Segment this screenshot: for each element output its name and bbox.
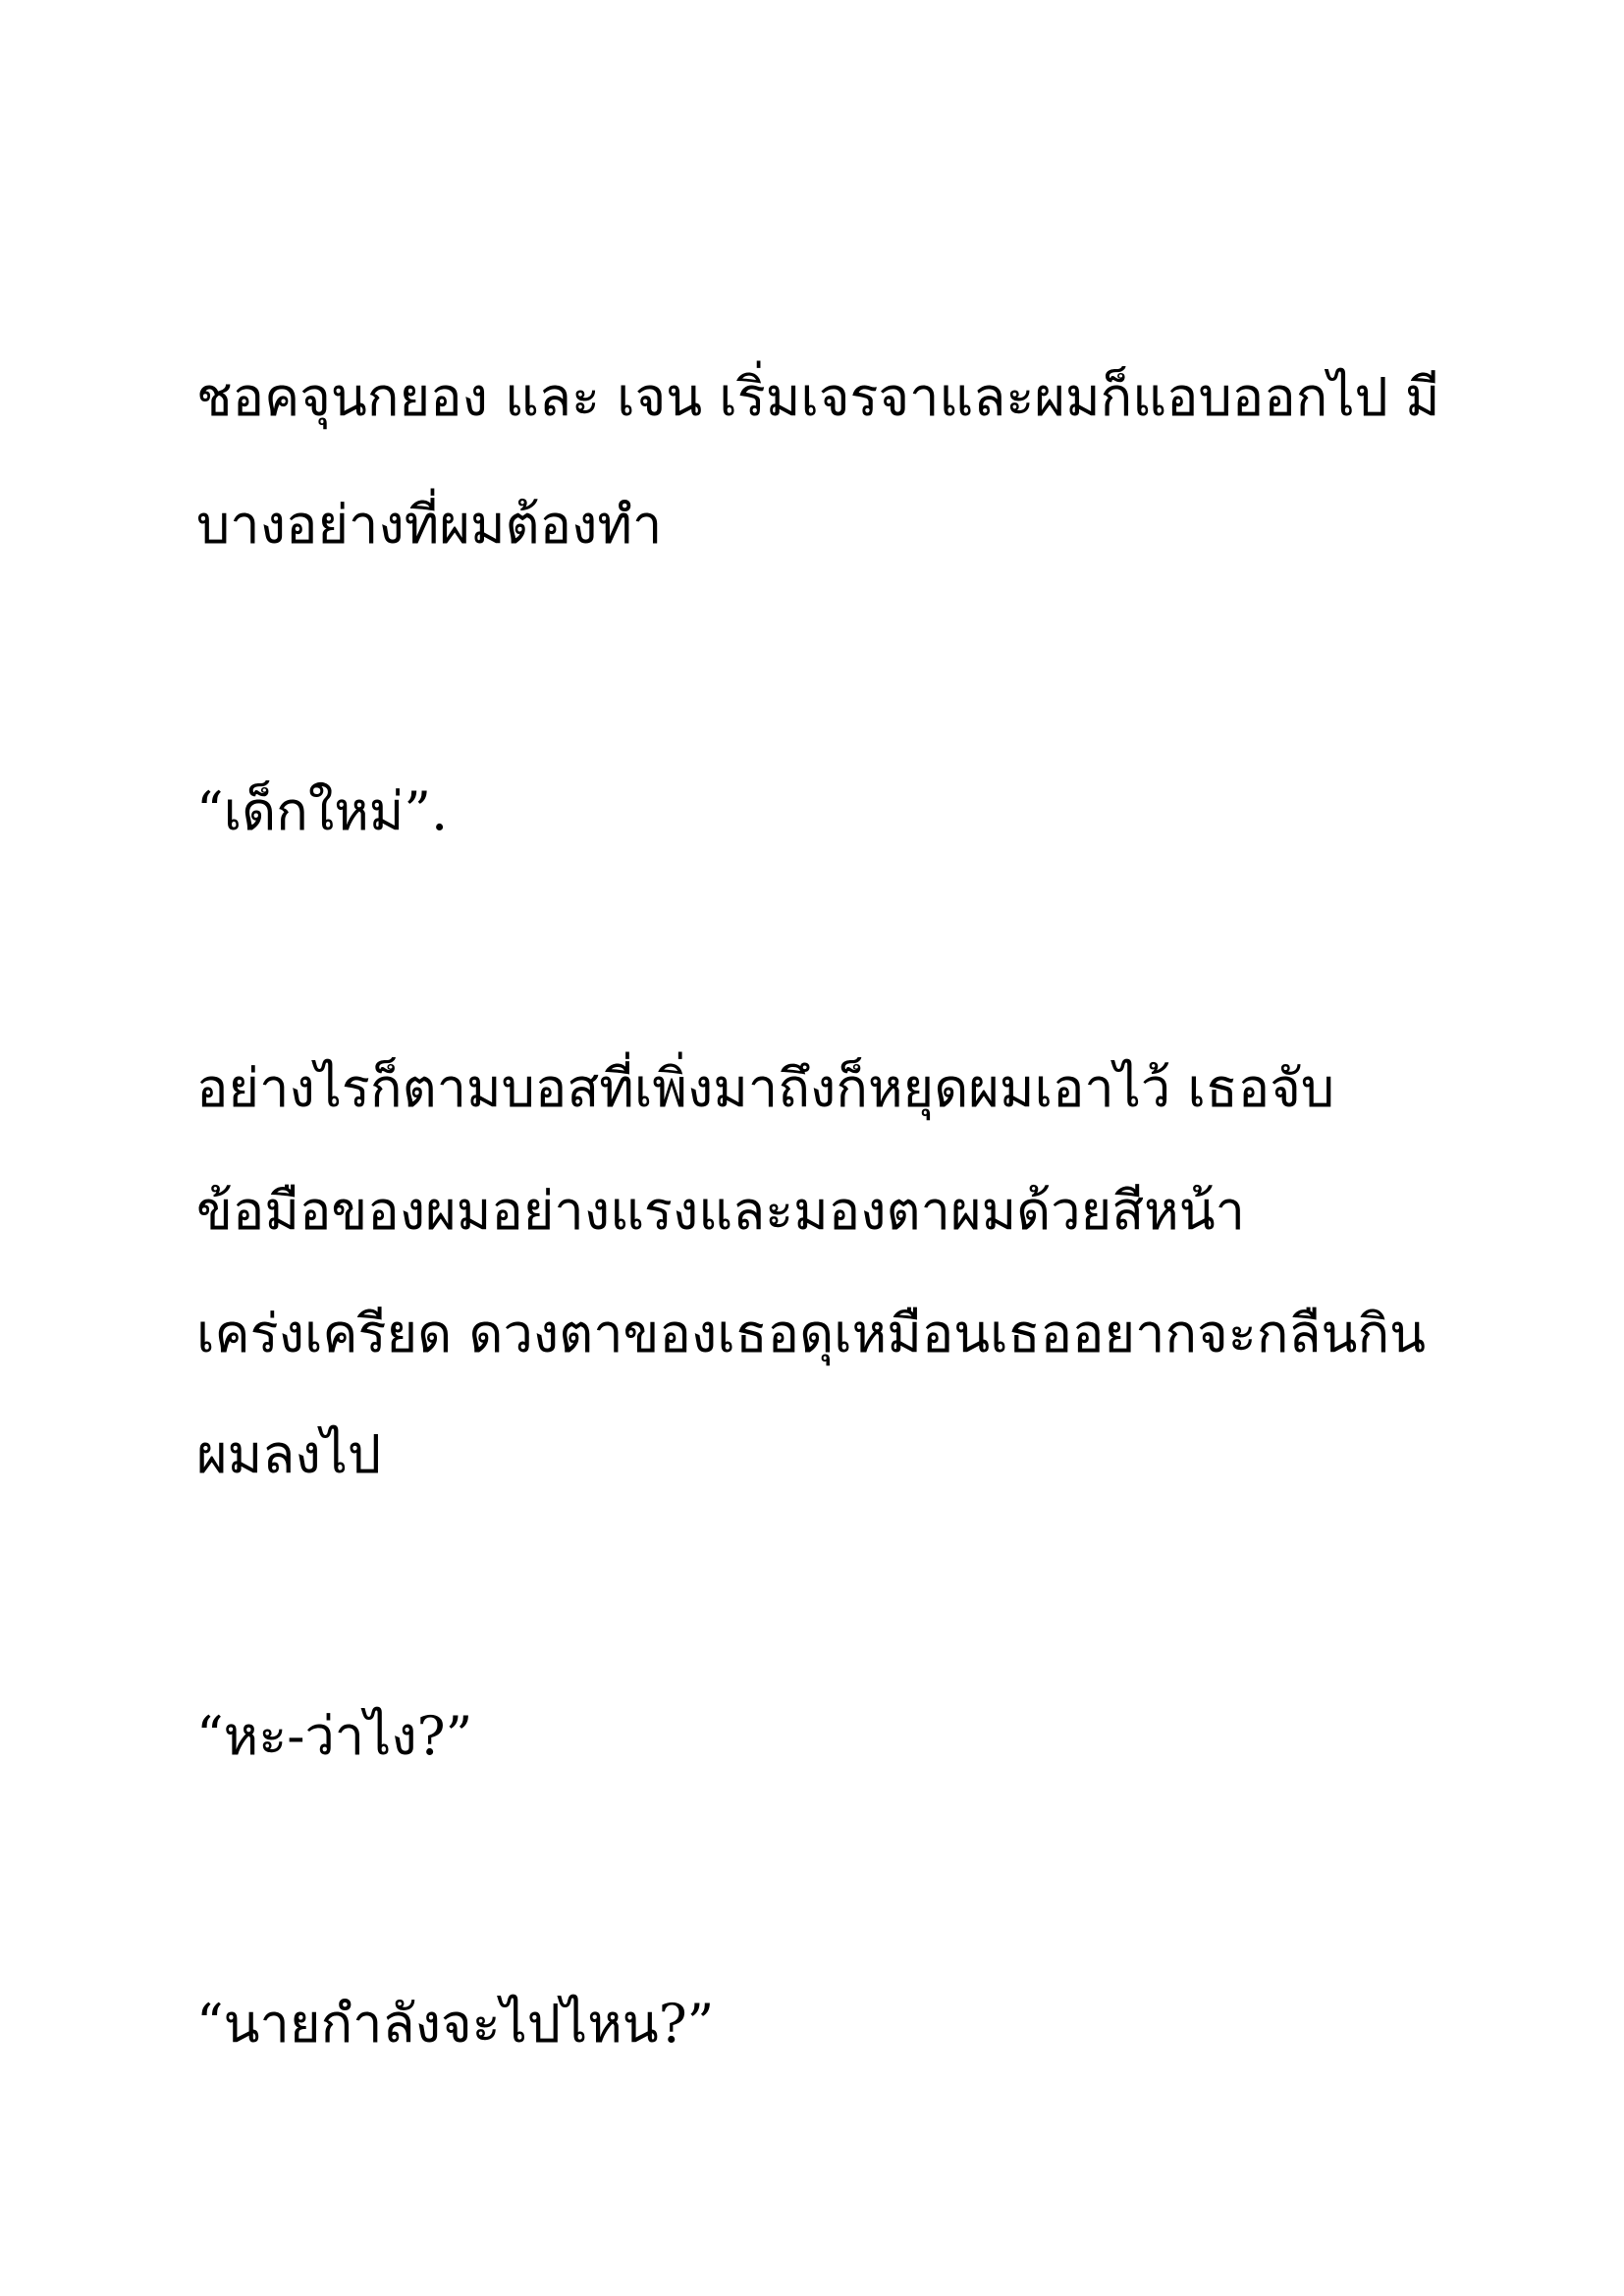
paragraph-1-line-2: บางอย่างที่ผมต้องทำ: [196, 494, 663, 556]
paragraph-3-line-2: ข้อมือของผมอย่างแรงและมองตาผมด้วยสีหน้า: [196, 1180, 1246, 1242]
paragraph-4-line-1: “หะ-ว่าไง?”: [196, 1705, 473, 1767]
paragraph-3-line-1: อย่างไรก็ตามบอสที่เพิ่งมาถึงก็หยุดผมเอาไว้ เธอจับ: [196, 1057, 1335, 1119]
paragraph-5-line-1: “นายกำลังจะไปไหน?”: [196, 1993, 715, 2055]
paragraph-3-line-4: ผมลงไป: [196, 1423, 382, 1485]
paragraph-1-line-1: ชอคจุนกยอง และ เจน เริ่มเจรจาและผมก็แอบออกไป มี: [196, 366, 1440, 428]
paragraph-2-line-1: “เด็กใหม่”.: [196, 780, 449, 842]
paragraph-3-line-3: เคร่งเครียด ดวงตาของเธอดุเหมือนเธออยากจะกลืนกิน: [196, 1303, 1427, 1364]
